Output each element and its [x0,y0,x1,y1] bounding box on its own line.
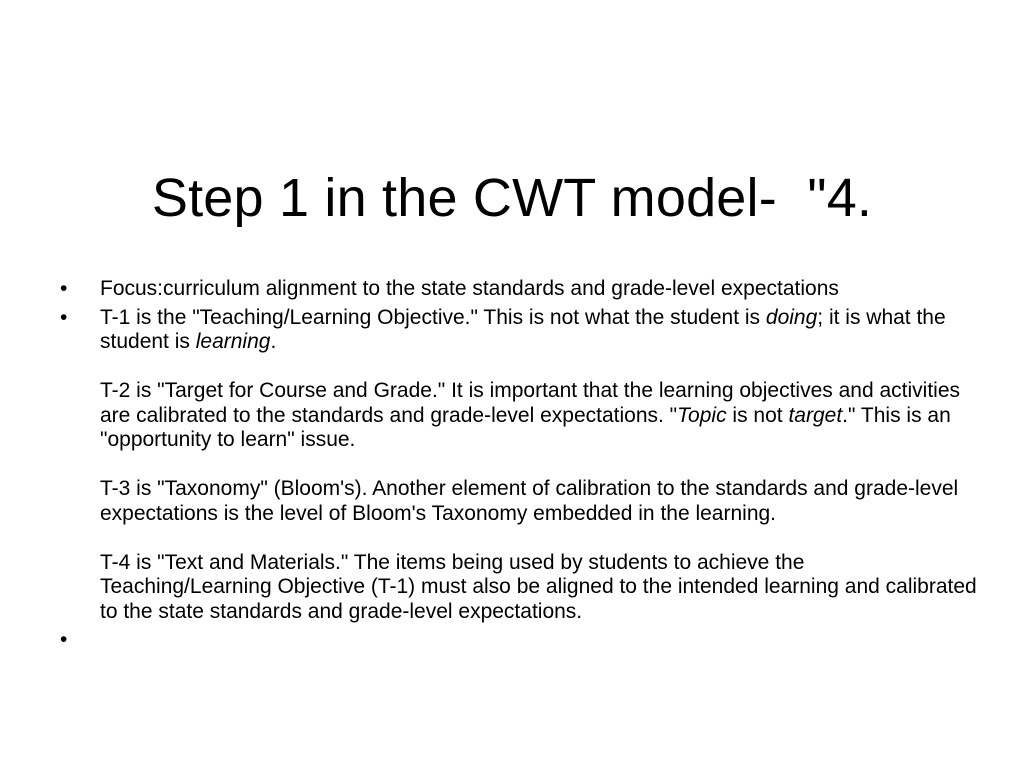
t2-text-a: T-2 is "Target for Course and Grade." It is important that the learning objectives and activities are calibrated to the standards and grade-level expectations. " [100,379,960,427]
t1-text-c: ; it is what the student is [100,305,946,353]
t2-text-e: ." This is an "opportunity to learn" issue. [100,403,951,451]
bullet-text: Focus:curriculum alignment to the state standards and grade-level expectations [100,277,839,300]
bullet-marker: • [60,277,68,300]
paragraph-t3: T-3 is "Taxonomy" (Bloom's). Another element of calibration to the standards and grade-level expectations is the level of Bloom's Taxonomy embedded in the learning. [100,477,959,525]
paragraph-t1 [100,306,980,355]
bullet-item-focus [60,277,980,302]
bullet-list [60,277,980,651]
t2-emphasis-topic: Topic [677,403,727,427]
t2-emphasis-target: target [788,403,843,427]
paragraph-t2 [100,379,980,453]
bullet-marker: • [60,628,68,651]
bullet-marker: • [60,305,68,329]
paragraph-t4: T-4 is "Text and Materials." The items being used by students to achieve the Teaching/Learning Objective (T-1) must also be aligned to the intended learning and calibrated to the state standards and grade-level expectations. [100,550,977,623]
t1-text-a: T-1 is the "Teaching/Learning Objective." This is not what the student is [100,305,766,329]
t1-emphasis-learning: learning [195,330,271,353]
t2-text-c: is not [726,403,789,427]
slide-title: Step 1 in the CWT model- "4. [151,168,873,228]
t1-emphasis-doing: doing [765,305,818,329]
bullet-item-t-components [60,306,980,625]
t1-text-e: . [270,330,277,353]
